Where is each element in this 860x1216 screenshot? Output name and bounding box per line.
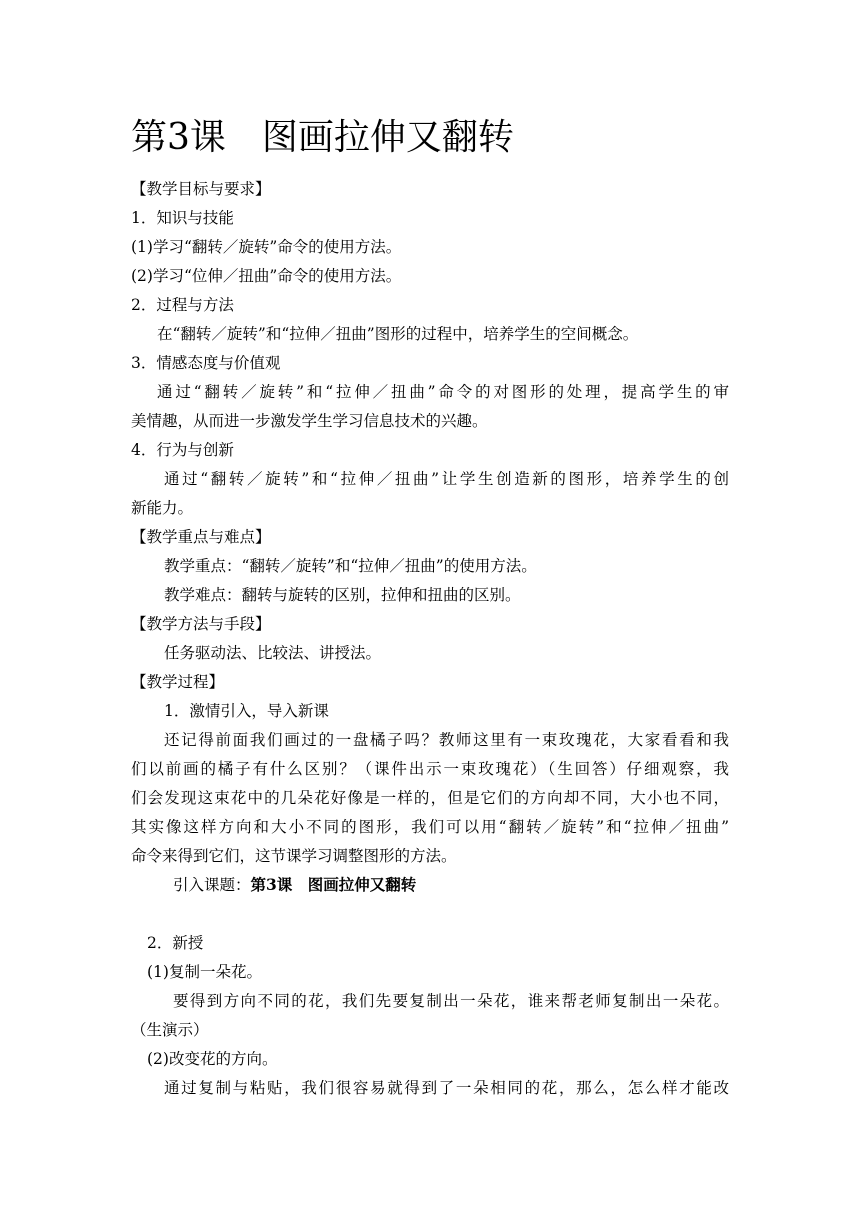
process-step-2-2: (2)改变花的方向。 [147,1050,278,1068]
process-text-line-3: 们会发现这束花中的几朵花好像是一样的，但是它们的方向却不同，大小也不同， [131,789,729,807]
goal-text-4-line-1: 通过“翻转／旋转”和“拉伸／扭曲”让学生创造新的图形，培养学生的创 [164,470,729,488]
intro-topic-title: 第3课 图画拉伸又翻转 [250,875,417,894]
section-heading-keypoints: 【教学重点与难点】 [131,528,271,546]
goal-item-1: 1．知识与技能 [131,209,234,227]
page-title: 第3课 图画拉伸又翻转 [131,117,514,158]
goal-subitem-1-1: (1)学习“翻转／旋转”命令的使用方法。 [131,238,402,256]
intro-topic [173,875,416,895]
methods-text: 任务驱动法、比较法、讲授法。 [164,644,382,662]
section-heading-goals: 【教学目标与要求】 [131,180,271,198]
process-text-line-2: 们以前画的橘子有什么区别？（课件出示一束玫瑰花）（生回答）仔细观察，我 [131,760,729,778]
process-step-2-1-text-line-1: 要得到方向不同的花，我们先要复制出一朵花，谁来帮老师复制出一朵花。 [173,992,729,1010]
process-text-line-5: 命令来得到它们，这节课学习调整图形的方法。 [131,847,457,865]
process-step-2-1: (1)复制一朵花。 [147,963,262,981]
process-text-line-4: 其实像这样方向和大小不同的图形，我们可以用“翻转／旋转”和“拉伸／扭曲” [131,818,729,836]
process-step-2-2-text-line-1: 通过复制与粘贴，我们很容易就得到了一朵相同的花，那么，怎么样才能改 [164,1079,729,1097]
goal-text-3-line-1: 通过“翻转／旋转”和“拉伸／扭曲”命令的对图形的处理，提高学生的审 [157,383,729,401]
process-step-1: 1．激情引入，导入新课 [164,702,329,720]
process-step-2: 2．新授 [147,934,204,952]
process-text-line-1: 还记得前面我们画过的一盘橘子吗？教师这里有一束玫瑰花，大家看看和我 [164,731,729,749]
keypoint-2: 教学难点：翻转与旋转的区别，拉伸和扭曲的区别。 [164,586,521,604]
goal-text-4-line-2: 新能力。 [131,499,194,517]
keypoint-1: 教学重点：“翻转／旋转”和“拉伸／扭曲”的使用方法。 [164,557,537,575]
goal-item-2: 2．过程与方法 [131,296,234,314]
goal-item-4: 4．行为与创新 [131,441,234,459]
intro-topic-label: 引入课题： [173,876,251,894]
goal-text-2: 在“翻转／旋转”和“拉伸／扭曲”图形的过程中，培养学生的空间概念。 [157,325,639,343]
section-heading-methods: 【教学方法与手段】 [131,615,271,633]
goal-text-3-line-2: 美情趣，从而进一步激发学生学习信息技术的兴趣。 [131,412,488,430]
goal-item-3: 3．情感态度与价值观 [131,354,281,372]
section-heading-process: 【教学过程】 [131,673,225,691]
process-step-2-1-text-line-2: （生演示） [131,1021,209,1039]
goal-subitem-1-2: (2)学习“位伸／扭曲”命令的使用方法。 [131,267,402,285]
